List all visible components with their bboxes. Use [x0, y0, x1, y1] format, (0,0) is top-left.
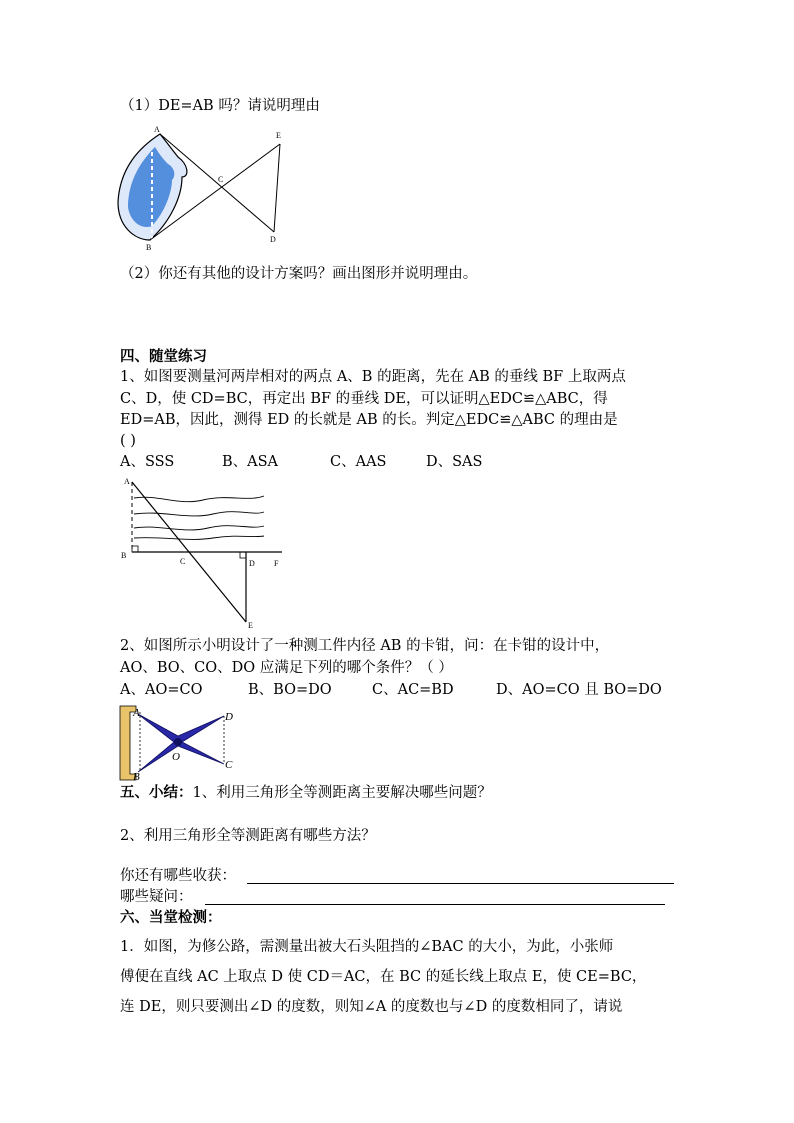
p2-line1: 2、如图所示小明设计了一种测工件内径 AB 的卡钳，问：在卡钳的设计中， [120, 638, 610, 654]
fig3-label-c: C [225, 759, 233, 771]
doubt-label: 哪些疑问： [120, 889, 193, 905]
figure-stone-triangles [110, 122, 300, 252]
summary-q1: 1、利用三角形全等测距离主要解决哪些问题？ [192, 785, 492, 801]
question-2-text: （2）你还有其他的设计方案吗？画出图形并说明理由。 [120, 266, 478, 282]
fig2-label-e: E [248, 621, 253, 630]
fig1-label-a: A [154, 125, 160, 134]
p1-option-b: B、ASA [222, 454, 279, 470]
fig3-label-b: B [133, 771, 140, 783]
fig1-label-e: E [276, 131, 281, 140]
s6-line3: 连 DE，则只要测出∠D 的度数，则知∠A 的度数也与∠D 的度数相同了，请说 [120, 999, 623, 1015]
p2-option-d: D、AO=CO 且 BO=DO [496, 682, 662, 698]
p1-option-a: A、SSS [120, 454, 175, 470]
fig2-label-b: B [121, 551, 127, 560]
p1-option-c: C、AAS [330, 454, 387, 470]
p1-line1: 1、如图要测量河两岸相对的两点 A、B 的距离，先在 AB 的垂线 BF 上取两点 [120, 369, 626, 385]
s6-line2: 傅便在直线 AC 上取点 D 使 CD＝AC，在 BC 的延长线上取点 E，使 CE=BC， [120, 969, 647, 985]
p2-line2: AO、BO、CO、DO 应满足下列的哪个条件？（ ） [120, 660, 453, 676]
p1-option-d: D、SAS [426, 454, 483, 470]
fig3-label-a: A [133, 707, 140, 719]
question-1-text: （1）DE=AB 吗？请说明理由 [120, 98, 320, 114]
figure-river [118, 476, 288, 630]
section-5-heading: 五、小结： [120, 784, 193, 801]
fig1-label-c: C [218, 175, 224, 184]
s6-line1: 1．如图，为修公路，需测量出被大石头阻挡的∠BAC 的大小，为此，小张师 [120, 939, 614, 955]
fig3-label-d: D [225, 711, 233, 723]
fig2-label-a: A [124, 477, 130, 486]
fig1-label-d: D [270, 235, 276, 244]
p1-line2: C、D，使 CD=BC，再定出 BF 的垂线 DE，可以证明△EDC≌△ABC，得 [120, 391, 608, 407]
p2-option-b: B、BO=DO [248, 682, 332, 698]
summary-q2: 2、利用三角形全等测距离有哪些方法？ [120, 828, 376, 844]
fig1-label-b: B [146, 243, 152, 252]
section-5-row [120, 783, 492, 803]
section-4-heading: 四、随堂练习 [120, 348, 207, 365]
p2-option-a: A、AO=CO [120, 682, 203, 698]
fig2-label-c: C [180, 557, 186, 566]
fig3-label-o: O [172, 751, 180, 763]
gain-label: 你还有哪些收获： [120, 868, 236, 884]
section-6-heading: 六、当堂检测： [120, 909, 222, 926]
fig2-label-d: D [249, 559, 255, 568]
p2-option-c: C、AC=BD [372, 682, 454, 698]
doubt-blank-line[interactable] [205, 904, 665, 905]
p1-line3: ED=AB，因此，测得 ED 的长就是 AB 的长。判定△EDC≌△ABC 的理由是 [120, 412, 618, 428]
fig2-label-f: F [274, 559, 279, 568]
p1-line4: ( ) [120, 433, 136, 449]
figure-caliper [118, 704, 248, 782]
gain-blank-line[interactable] [247, 883, 674, 884]
